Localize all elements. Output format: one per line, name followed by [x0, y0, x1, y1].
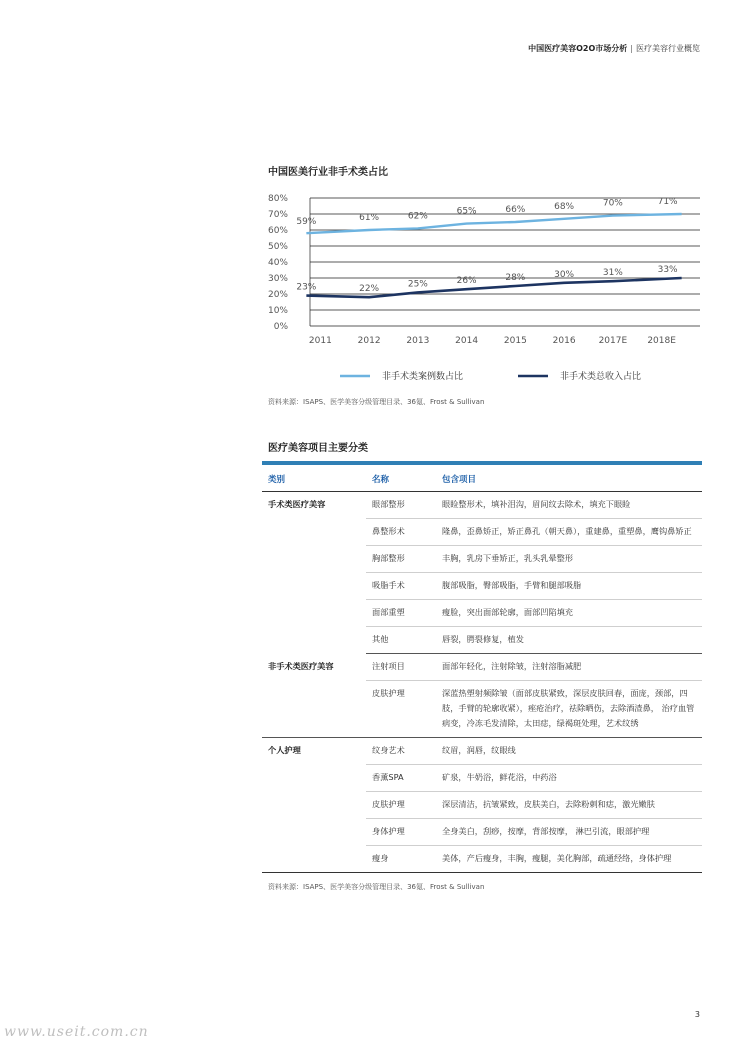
data-label: 62%: [407, 211, 428, 222]
data-label: 66%: [505, 205, 526, 215]
line-chart: [262, 186, 712, 391]
chart-title: 中国医美行业非手术类占比: [268, 167, 388, 178]
item-list: 眼睑整形术，填补泪沟，眉间纹去除术，填充下眼睑: [436, 492, 702, 519]
item-list: 面部年轻化，注射除皱，注射溶脂减肥: [436, 654, 702, 681]
data-label: 33%: [657, 265, 678, 275]
item-list: 深蓝热塑射频除皱（面部皮肤紧致，深层皮肤回春，面庞，颈部，四肢，手臂的轮廓收紧），痤疮治疗，祛除晒伤，去除酒渣鼻， 治疗血管病变，冷冻毛发清除，太田痣，绿褐斑处理，艺术纹绣: [436, 681, 702, 738]
item-list: 全身美白，刮痧，按摩，背部按摩， 淋巴引流，眼部护理: [436, 819, 702, 846]
item-name: 纹身艺术: [366, 738, 436, 765]
item-list: 瘦脸，突出面部轮廓，面部凹陷填充: [436, 600, 702, 627]
item-name: 皮肤护理: [366, 681, 436, 738]
item-name: 身体护理: [366, 819, 436, 846]
y-tick-label: 50%: [267, 242, 288, 252]
y-tick-label: 60%: [267, 226, 288, 236]
item-list: 隆鼻，歪鼻矫正，矫正鼻孔（朝天鼻），重建鼻，重塑鼻，鹰钩鼻矫正: [436, 519, 702, 546]
table-header-row: [262, 463, 702, 492]
item-list: 腹部吸脂，臀部吸脂，手臂和腿部吸脂: [436, 573, 702, 600]
item-name: 注射项目: [366, 654, 436, 681]
item-name: 香薰SPA: [366, 765, 436, 792]
data-label: 22%: [359, 284, 380, 295]
table-source-note: 资料来源：ISAPS、医学美容分级管理目录、36氪、Frost & Sullivan: [268, 883, 485, 891]
item-name: 皮肤护理: [366, 792, 436, 819]
item-name: 面部重塑: [366, 600, 436, 627]
table-row: [262, 654, 702, 681]
item-name: 其他: [366, 627, 436, 654]
data-label: 68%: [554, 201, 575, 212]
y-tick-label: 30%: [267, 274, 288, 284]
header-separator: |: [630, 44, 633, 53]
chart-source-note: 资料来源：ISAPS、医学美容分级管理目录、36氪、Frost & Sullivan: [268, 398, 485, 406]
category-cell: 手术类医疗美容: [268, 499, 326, 509]
item-name: 吸脂手术: [366, 573, 436, 600]
y-tick-label: 10%: [267, 306, 288, 316]
legend-label: 非手术类案例数占比: [382, 372, 464, 382]
y-tick-label: 0%: [273, 322, 288, 332]
data-label: 61%: [359, 213, 380, 223]
data-label: 31%: [602, 268, 623, 279]
category-cell: 非手术类医疗美容: [262, 654, 366, 738]
data-label: 70%: [602, 198, 623, 209]
data-label: 28%: [505, 273, 526, 283]
category-table: [262, 461, 702, 873]
data-label: 71%: [657, 197, 678, 207]
legend-label: 非手术类总收入占比: [560, 372, 642, 382]
header-category: 类别: [262, 463, 366, 492]
item-list: 纹眉，润唇，纹眼线: [436, 738, 702, 765]
table-title: 医疗美容项目主要分类: [268, 443, 368, 454]
page-header: [528, 43, 700, 54]
y-tick-label: 40%: [267, 258, 288, 268]
item-list: 唇裂，腭裂修复，植发: [436, 627, 702, 654]
data-label: 30%: [554, 269, 575, 280]
item-list: 矿泉，牛奶浴，鲜花浴，中药浴: [436, 765, 702, 792]
item-list: 美体，产后瘦身，丰胸，瘦腿，美化胸部，疏通经络，身体护理: [436, 846, 702, 873]
header-items: 包含项目: [436, 463, 702, 492]
item-name: 胸部整形: [366, 546, 436, 573]
watermark: www.useit.com.cn: [4, 1024, 149, 1040]
report-title: 中国医疗美容O2O市场分析: [528, 44, 628, 53]
y-tick-label: 20%: [267, 290, 288, 300]
x-tick-label: 2015: [503, 336, 527, 346]
category-cell: 个人护理: [262, 738, 366, 873]
data-label: 23%: [296, 282, 317, 293]
y-tick-label: 70%: [267, 210, 288, 220]
x-tick-label: 2016: [552, 336, 576, 346]
header-name: 名称: [366, 463, 436, 492]
data-label: 25%: [407, 279, 428, 290]
header-section: 医疗美容行业概览: [636, 44, 700, 53]
item-list: 丰胸，乳房下垂矫正，乳头乳晕整形: [436, 546, 702, 573]
x-tick-label: 2013: [406, 336, 430, 346]
item-name: 鼻整形术: [366, 519, 436, 546]
x-tick-label: 2014: [455, 336, 479, 346]
data-label: 59%: [296, 217, 317, 228]
y-tick-label: 80%: [267, 194, 288, 204]
x-tick-label: 2018E: [647, 336, 676, 346]
x-tick-label: 2011: [308, 336, 332, 346]
data-label: 26%: [456, 276, 477, 287]
item-name: 瘦身: [366, 846, 436, 873]
x-tick-label: 2017E: [598, 336, 628, 346]
item-name: 眼部整形: [366, 492, 436, 519]
table-row: [262, 492, 702, 519]
data-label: 65%: [456, 206, 477, 217]
x-tick-label: 2012: [357, 336, 381, 346]
table-row: [262, 738, 702, 765]
page-number: 3: [694, 1010, 700, 1019]
item-list: 深层清洁，抗皱紧致，皮肤美白，去除粉刺和痣，激光嫩肤: [436, 792, 702, 819]
